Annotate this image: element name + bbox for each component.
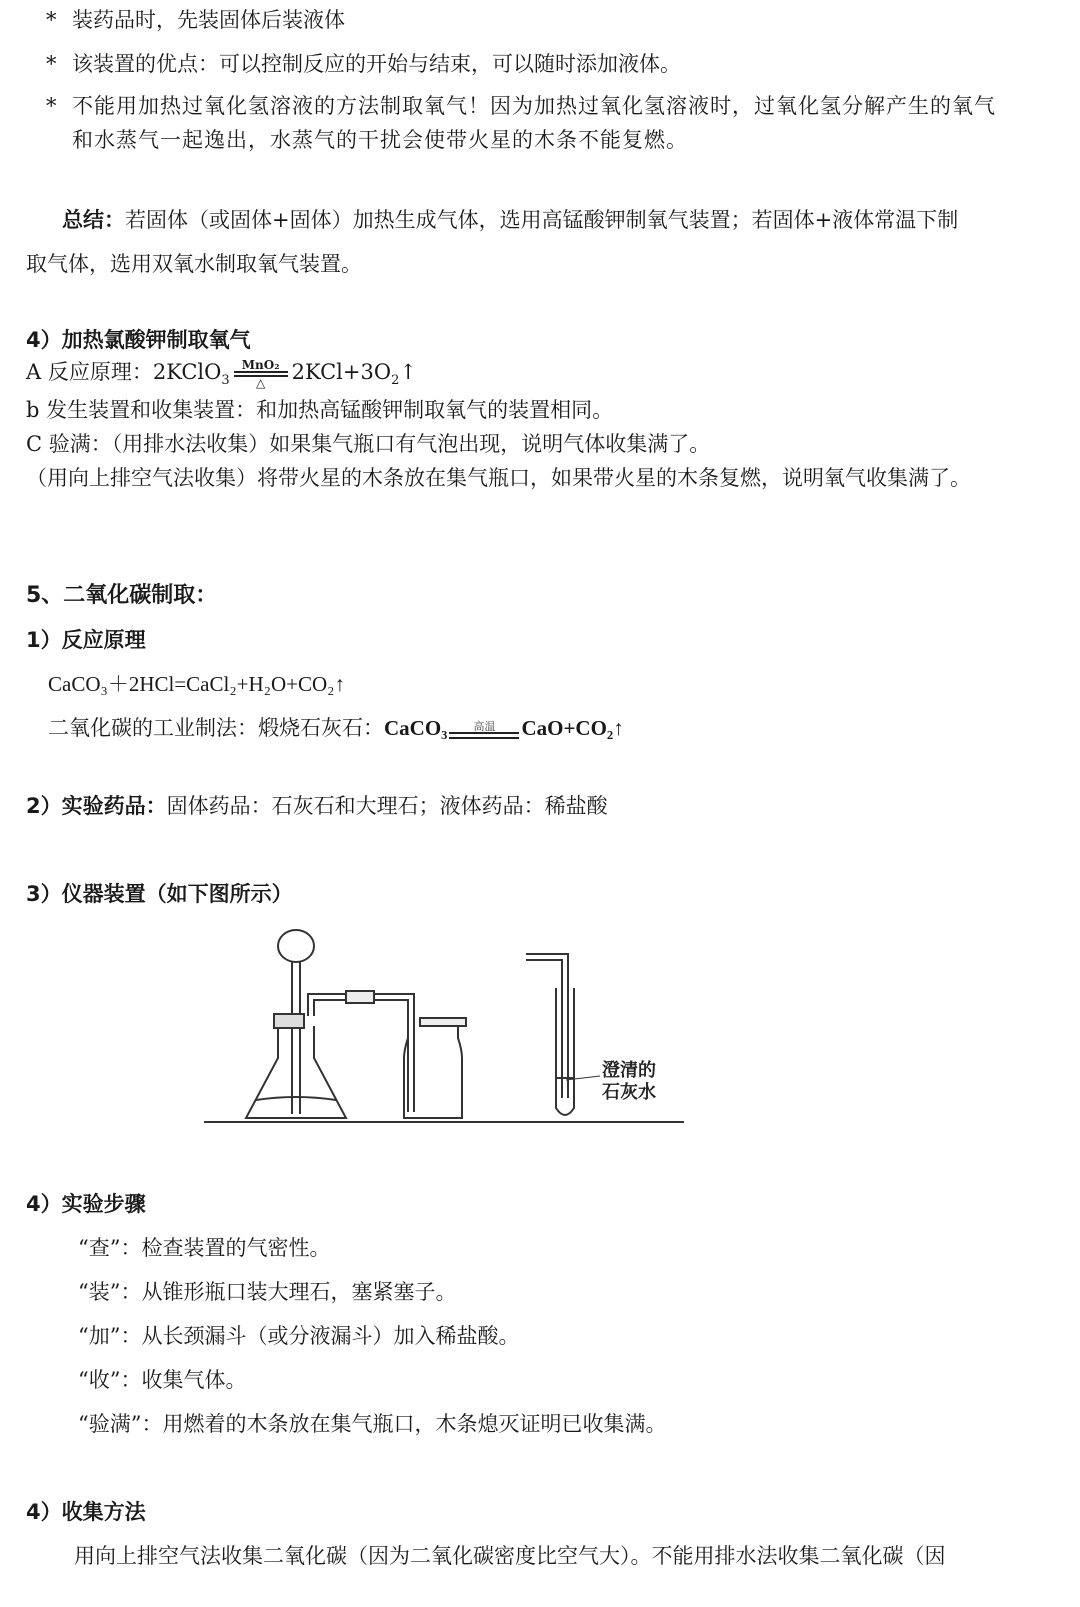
gas-jar [404,1026,462,1118]
subheading-apparatus: 3）仪器装置（如下图所示） [26,882,293,906]
bullet-continuation: 和水蒸气一起逸出，水蒸气的干扰会使带火星的木条不能复燃。 [72,128,688,152]
summary-line-2: 取气体，选用双氧水制取氧气装置。 [26,252,362,276]
co2-equation: CaCO₃＋2HCl=CaCl₂+H₂O+CO₂↑ [48,672,345,696]
industrial-product: CaO+CO₂↑ [521,716,624,740]
subscript: 2 [391,373,400,389]
bullet-star: * [46,52,57,76]
collection-text: 用向上排空气法收集二氧化碳（因为二氧化碳密度比空气大）。不能用排水法收集二氧化碳（因 [74,1544,946,1568]
equation-product: 2KCl+3O [291,360,392,384]
subheading-reagents [26,790,608,820]
step-item: “查”：检查装置的气密性。 [78,1236,331,1260]
bullet-text: 该装置的优点：可以控制反应的开始与结束，可以随时添加液体。 [72,52,681,76]
step-item: “验满”：用燃着的木条放在集气瓶口，木条熄灭证明已收集满。 [78,1412,667,1436]
gas-arrow: ↑ [399,360,417,384]
apparatus-diagram [204,918,688,1138]
kclo3-b: b 发生装置和收集装置：和加热高锰酸钾制取氧气的装置相同。 [26,398,614,422]
liquid-surface [256,1097,336,1100]
subheading-collection: 4）收集方法 [26,1500,146,1524]
bullet-text: 装药品时，先装固体后装液体 [72,8,345,32]
catalyst-label: MnO₂ [241,357,280,372]
industrial-reactant: CaCO₃ [384,716,448,740]
step-item: “收”：收集气体。 [78,1368,247,1392]
subheading-principle: 1）反应原理 [26,628,146,652]
test-tube [556,988,574,1115]
funnel-bulb [278,930,314,962]
erlenmeyer-flask [246,1026,346,1118]
bullet-star: * [46,94,58,118]
section-heading-co2: 5、二氧化碳制取： [26,583,218,608]
reaction-condition [449,721,519,739]
summary-text: 若固体（或固体+固体）加热生成气体，选用高锰酸钾制氧气装置；若固体+液体常温下制 [125,208,959,232]
reagents-label: 2）实验药品： [26,794,167,818]
step-item: “装”：从锥形瓶口装大理石，塞紧塞子。 [78,1280,457,1304]
reaction-condition [234,359,288,389]
industrial-label: 二氧化碳的工业制法：煅烧石灰石： [48,716,384,740]
industrial-method [48,712,624,742]
bullet-item [46,4,345,34]
reagents-text: 固体药品：石灰石和大理石；液体药品：稀盐酸 [166,794,608,818]
condition-label: 高温 [473,719,496,733]
subheading-steps: 4）实验步骤 [26,1192,146,1216]
summary-label: 总结： [62,208,125,232]
kclo3-equation [26,356,417,389]
delivery-tube [314,1000,408,1112]
section-heading-kclo3: 4）加热氯酸钾制取氧气 [26,328,251,352]
equation-reactant: A 反应原理：2KClO [26,360,222,384]
subscript: 3 [221,373,230,389]
bullet-item [46,90,996,120]
step-item: “加”：从长颈漏斗（或分液漏斗）加入稀盐酸。 [78,1324,520,1348]
bullet-star: * [46,8,57,32]
glass-plate [420,1018,466,1026]
bullet-text: 不能用加热过氧化氢溶液的方法制取氧气！因为加热过氧化氢溶液时，过氧化氢分解产生的氧气 [72,94,996,118]
diagram-label-2: 石灰水 [602,1082,656,1103]
equals-bar [449,732,519,739]
rubber-stopper [274,1014,304,1028]
summary-line-1 [62,204,958,234]
heat-symbol: △ [255,375,266,390]
diagram-label-1: 澄清的 [602,1060,656,1081]
kclo3-c: C 验满：（用排水法收集）如果集气瓶口有气泡出现，说明气体收集满了。 [26,432,711,456]
bullet-item [46,48,681,78]
rubber-connector [346,991,374,1003]
delivery-tube [308,994,414,1112]
kclo3-c2: （用向上排空气法收集）将带火星的木条放在集气瓶口，如果带火星的木条复燃，说明氧气收集满了。 [26,466,971,490]
